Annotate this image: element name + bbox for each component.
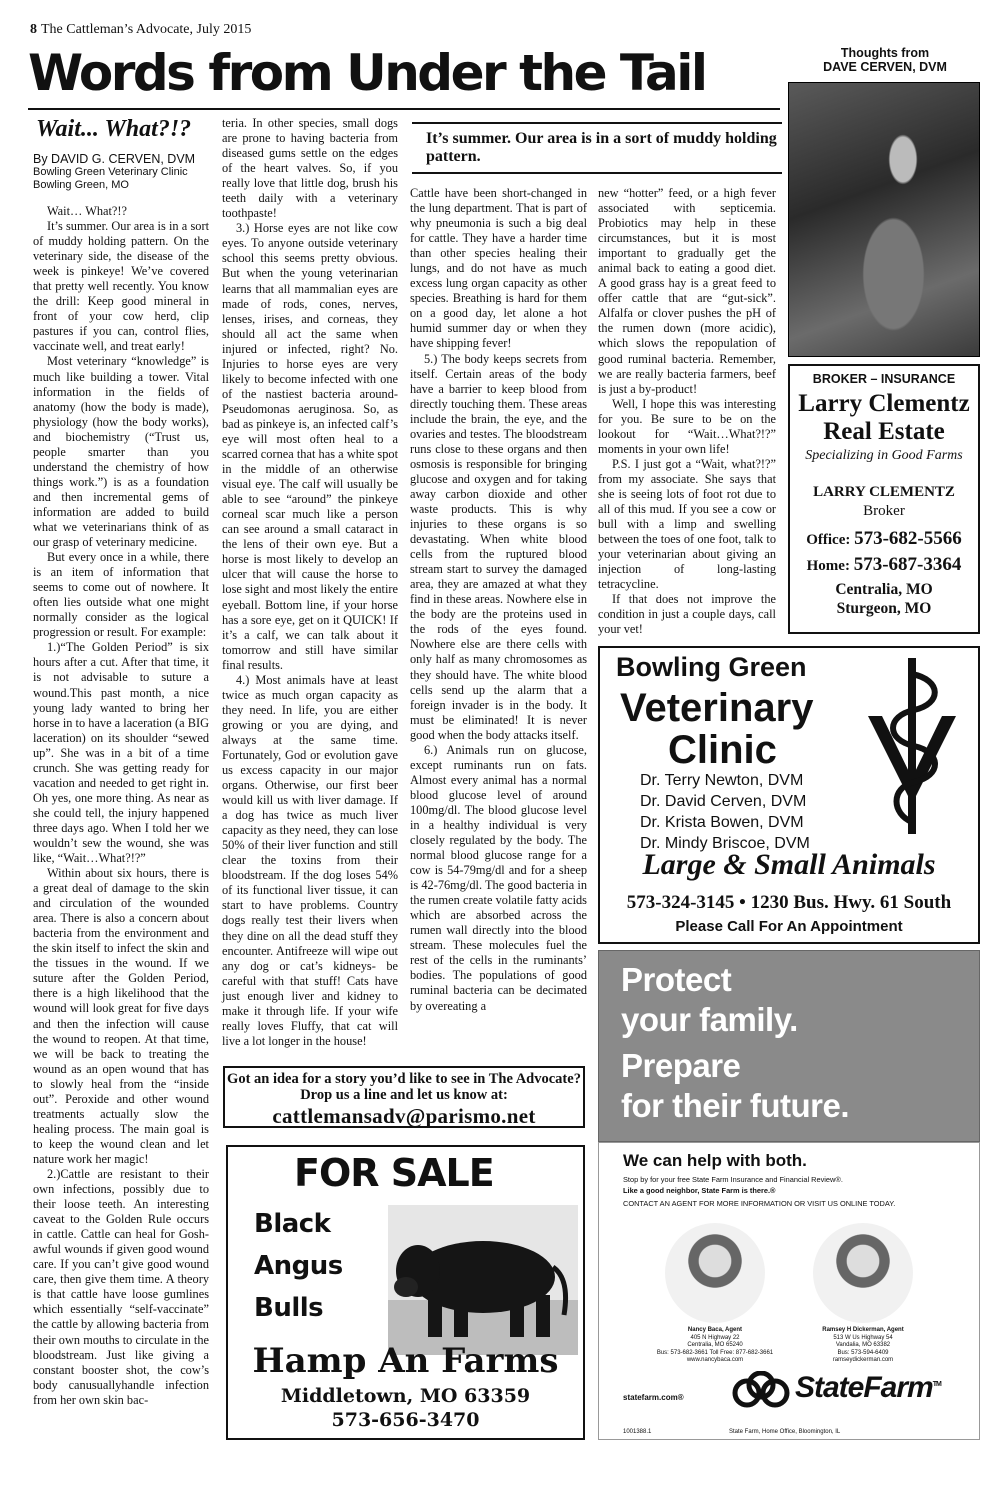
paragraph: 6.) Animals run on glucose, except ruminants run on fats. Almost every animal has a normal blood glucose level of around 100mg/dl. The blood glucose level in a healthy individual is very closely regulated by the body. The normal blood glucose range for a cow is 54-79mg/dl and for a sheep is 42-76mg/dl. The good bacteria in the rumen create volatile fatty acids which are absorbed across the rumen wall directly into the blood stream. These molecules fuel the rest of the cells in the ruminants’ bodies. The populations of good ruminal bacteria can be decimated by overeating a [410, 742, 587, 1013]
agent-city: Vandalia, MO 63382 [835, 1342, 891, 1348]
paragraph: Within about six hours, there is a great deal of damage to the skin and circulation of the wounded area. There is also a concern about bacteria from the environment and the skin itself to infect the skin and the tissues in the wound. If we suture after the Golden Period, there is a high likelihood that the wound will look great for five days and then the infection will cause the wound to reopen. At that time, we will be back to treating the wound as an open wound that has to slowly heal from the “inside out”. Peroxide and other wound treatments actually slow the healing process. The main goal is to keep the wound clean and let nature work her magic! [33, 866, 209, 1166]
paragraph: Cattle have been short-changed in the lung department. That is part of why pneumonia is such a big deal for cattle. They have a harder time than other species healing their lungs, and do not have as much excess lung organ capacity as other species. Breathing is hard for them on a good day, let alone a hot humid summer day or when they have shipping fever! [410, 186, 587, 351]
story-idea-line1: Got an idea for a story you’d like to see in The Advocate? [227, 1071, 581, 1087]
article-clinic: Bowling Green Veterinary Clinic [33, 166, 188, 178]
article-kicker: Wait... What?!? [36, 116, 192, 142]
state-farm-logo-text: StateFarm [795, 1371, 933, 1404]
farm-name: Hamp An Farms [252, 1341, 559, 1381]
real-estate-label: Real Estate [823, 418, 945, 445]
masthead: Words from Under the Tail [28, 44, 706, 102]
vet-clinic-name-1: Bowling Green [616, 652, 807, 682]
agent-photo-dickerman [813, 1223, 913, 1323]
for-sale-word-angus: Angus [254, 1251, 343, 1281]
article-author-block [33, 152, 195, 192]
clementz-real-estate-ad [788, 364, 980, 634]
column-byline-line2: DAVE CERVEN, DVM [823, 60, 947, 74]
agent-info-dickerman [798, 1327, 928, 1365]
trademark: TM [932, 1381, 941, 1388]
state-farm-text-1: Stop by for your free State Farm Insurance and Financial Review®. [623, 1175, 843, 1184]
paragraph: 5.) The body keeps secrets from itself. Certain areas of the body have a barrier to keep blood from directly touching them. These areas include the brain, the eye, and the ovaries and testes. The bloodstream runs close to these organs and then osmosis is responsible for bringing glucose and oxygen and for taking away carbon dioxide and other waste products. This is why injuries to these organs is so devastating. When white blood cells from the ruptured blood stream start to survey the damaged area, they are amazed at what they find in these areas. Nowhere else in the body are the proteins used in the rods of the eyes found. Nowhere else are there cells with only half as many chromosomes as they should have. The white blood cells send up the alarm that a foreign invader is in the body. It must be eliminated! It is never good when the body attacks itself. [410, 351, 587, 742]
state-farm-ad [598, 1142, 980, 1440]
office-number: 573-682-5566 [854, 528, 962, 549]
paragraph: P.S. I just got a “Wait, what?!?” from my associate. She says that she is seeing lots of foot rot due to all of this mud. If you see a cow or bull with a limp and swelling between the toes of one foot, talk to your veterinarian about giving an injection of long-lasting tetracycline. [598, 456, 776, 592]
publication-date: The Cattleman’s Advocate, July 2015 [41, 22, 252, 37]
vet-clinic-name-3: Clinic [668, 728, 777, 772]
banner-line-2: your family. [621, 1001, 798, 1038]
story-idea-line2: Drop us a line and let us know at: [300, 1087, 508, 1103]
vet-animals-tagline: Large & Small Animals [642, 848, 936, 881]
state-farm-contact-cta: CONTACT AN AGENT FOR MORE INFORMATION OR VISIT US ONLINE TODAY. [623, 1199, 896, 1208]
author-photo [788, 82, 980, 357]
farm-phone: 573-656-3470 [331, 1409, 480, 1431]
vet-clinic-name-2: Veterinary [620, 686, 814, 730]
veterinary-caduceus-icon [862, 654, 974, 844]
doctor-name: Dr. Mindy Briscoe, DVM [640, 835, 810, 852]
state-farm-slogan: Like a good neighbor, State Farm is there.® [623, 1186, 776, 1195]
doctor-name: Dr. Krista Bowen, DVM [640, 814, 804, 831]
state-farm-site-link[interactable]: statefarm.com® [623, 1393, 684, 1402]
agent-name: Ramsey H Dickerman, Agent [822, 1327, 904, 1333]
vet-phone-address: 573-324-3145 • 1230 Bus. Hwy. 61 South [626, 892, 952, 913]
paragraph: 3.) Horse eyes are not like cow eyes. To anyone outside veterinary school this seems pretty obvious. But when the young veterinarian learns that all mammalian eyes are made of rods, cones, nerves, lenses, irises, and corneas, they should all act the same when injured or infected, right? No. Injuries to horse eyes are very likely to become infected with one of the nastiest bacteria around- Pseudomonas aeruginosa. So, as bad as pinkeye is, an infected calf’s eye will most often heal to a scarred cornea that has a white spot in the middle of an otherwise visual eye. The calf will usually be able to see “around” the pinkeye corneal scar much like a person can see around a small cataract in the lens of their own eye. But a horse is most likely to develop an ulcer that will cause the horse to lose sight and most likely the entire eyeball. Bottom line, if your horse has a sore eye, get on it QUICK! If it’s a calf, we can talk about it tomorrow and still have similar final results. [222, 221, 398, 672]
paragraph: It’s summer. Our area is in a sort of muddy holding pattern. On the veterinary side, the disease of the week is pinkeye! We’ve covered that pretty well recently. You know the drill: Keep good mineral in front of your cow herd, clip pastures if you can, control flies, vaccinate well, and treat early! [33, 219, 209, 354]
clementz-role: Broker [863, 503, 905, 519]
masthead-rule [28, 108, 780, 110]
paragraph: Most veterinary “knowledge” is much like building a tower. Vital information in the fields of anatomy (how the body is made), physiology (how the body works), and biochemistry (“Trust us, people smarter than you understand the chemistry of how things work.”) is as a foundation and then incremental gems of information are added to build what we veterinarians think of as our grasp of veterinary medicine. [33, 354, 209, 550]
paragraph: But every once in a while, there is an item of information that seems to come out of nowhere. It often lies outside what one might normally consider as the logical progression or result. For example: [33, 550, 209, 640]
vet-clinic-ad [598, 646, 980, 944]
article-column-4 [598, 186, 776, 637]
agent-info-baca [650, 1327, 780, 1365]
contact-email-link[interactable]: cattlemansadv@parismo.net [272, 1104, 536, 1128]
for-sale-word-bulls: Bulls [254, 1293, 324, 1323]
paragraph: teria. In other species, small dogs are prone to having bacteria from diseased gums settle on the edges of the heart valves. So, if you really love that little dog, brush his teeth daily with a veterinary toothpaste! [222, 116, 398, 221]
agent-address: 405 N Highway 22 [690, 1334, 740, 1341]
clementz-name: Larry Clementz [798, 390, 970, 417]
story-idea-box [223, 1066, 585, 1128]
clementz-person: LARRY CLEMENTZ [813, 484, 955, 500]
state-farm-banner [598, 950, 980, 1142]
paragraph: Wait… What?!? [47, 204, 128, 218]
doctor-name: Dr. David Cerven, DVM [640, 793, 807, 810]
office-phone [790, 528, 978, 550]
paragraph: new “hotter” feed, or a high fever associated with septicemia. Probiotics may help in these circumstances, but it is most important to gradually get the animal back to eating a good diet. A good grass hay is a great feed to offer cattle that are “gut-sick”. Alfalfa or clover pushes the pH of the rumen down (more acidic), which slows the repopulation of good ruminal bacteria. Remember, we are really bacteria farmers, beef is just a by-product! [598, 186, 776, 396]
home-office: State Farm, Home Office, Bloomington, IL [729, 1429, 841, 1435]
pull-quote: It’s summer. Our area is in a sort of muddy holding pattern. [412, 122, 782, 174]
paragraph: 2.)Cattle are resistant to their own infections, possibly due to their loose teeth. An interesting caveat to the Golden Rule occurs in cattle. Cattle can heal for Gosh-awful wounds if given good wound care. If you can’t give good wound care, then give them time. A theory is that cattle have loose gumlines which essentially “self-vaccinate” the cattle by allowing bacteria from their own mouths to circulate in the bloodstream. Just like giving a constant booster shot, the cow’s body canusuallyhandle infection from her own skin bac- [33, 1167, 209, 1407]
agent-name: Nancy Baca, Agent [687, 1327, 743, 1333]
column-byline-line1: Thoughts from [840, 46, 930, 60]
banner-line-3: Prepare [621, 1047, 741, 1084]
doctor-name: Dr. Terry Newton, DVM [640, 772, 804, 789]
banner-line-1: Protect [621, 961, 732, 998]
bull-photo [388, 1205, 578, 1355]
agent-photo-baca [665, 1223, 765, 1323]
for-sale-title: FOR SALE [294, 1151, 494, 1195]
article-place: Bowling Green, MO [33, 179, 129, 191]
home-label: Home: [806, 558, 850, 574]
page-number: 8 [30, 22, 37, 37]
state-farm-logo [795, 1371, 941, 1405]
clementz-city-2: Sturgeon, MO [836, 600, 932, 617]
paragraph: 1.)“The Golden Period” is six hours after a cut. After that time, it is not advisable to suture a wound.This past month, a nice young lady wanted to bring her horse in to have a laceration (a BIG laceration) on its shoulder “sewed up”. She was in a bit of a time crunch. She was getting ready for vacation and needed to get right in. Oh yes, one more thing. As near as she could tell, the injury happened three days ago. When I told her we wouldn’t sew the wound, she was like, “Wait…What?!?” [33, 640, 209, 866]
article-column-2 [222, 116, 398, 1049]
column-byline [790, 46, 980, 74]
paragraph: If that does not improve the condition in just a couple days, call your vet! [598, 592, 776, 637]
office-label: Office: [806, 532, 851, 548]
paragraph: Well, I hope this was interesting for you. Be sure to be on the lookout for “Wait…What?!?” moments in your own life! [598, 396, 776, 456]
banner-line-4: for their future. [621, 1087, 849, 1124]
agent-phone: Bus: 573-594-6409 [837, 1349, 889, 1356]
article-column-1 [33, 204, 209, 1408]
agent-website-link[interactable]: ramseydickerman.com [832, 1357, 894, 1363]
agent-website-link[interactable]: www.nancybaca.com [686, 1357, 744, 1363]
article-column-3 [410, 186, 587, 1014]
ad-code: 1001388.1 [623, 1429, 652, 1435]
for-sale-word-black: Black [254, 1209, 331, 1239]
home-phone [790, 554, 978, 576]
agent-address: 513 W Us Highway 54 [833, 1334, 893, 1341]
state-farm-rings-icon [731, 1371, 791, 1411]
for-sale-ad [226, 1145, 585, 1440]
state-farm-headline: We can help with both. [623, 1151, 807, 1170]
agent-city: Centralia, MO 65240 [687, 1342, 743, 1348]
broker-insurance-label: BROKER – INSURANCE [812, 372, 956, 386]
paragraph: 4.) Most animals have at least twice as much organ capacity as they need. In life, you are either growing or you are dying, and always at the same time. Fortunately, God or evolution gave us excess capacity in our major organs. Otherwise, our first beer would kill us with liver damage. If a dog has twice as much liver capacity as they need, they can lose 50% of their liver function and still clear the toxins from their bloodstream. If the dog loses 54% of its functional liver tissue, it can start to have problems. Country dogs really test their livers when they dine on all the dead stuff they encounter. Antifreeze will wipe out any dog or cat’s kidneys- be careful with that stuff! Cats have just enough liver and kidney to make it through life. If your wife really loves Fluffy, that cat will live a lot longer in the house! [222, 672, 398, 1048]
agent-phone: Bus: 573-682-3661 Toll Free: 877-682-3661 [656, 1349, 774, 1356]
home-number: 573-687-3364 [853, 554, 962, 575]
vet-appointment-note: Please Call For An Appointment [675, 918, 903, 935]
clementz-tagline: Specializing in Good Farms [805, 448, 963, 463]
article-author: By DAVID G. CERVEN, DVM [33, 152, 196, 166]
clementz-city-1: Centralia, MO [835, 581, 933, 598]
farm-city: Middletown, MO 63359 [280, 1385, 531, 1407]
folio [30, 22, 251, 38]
